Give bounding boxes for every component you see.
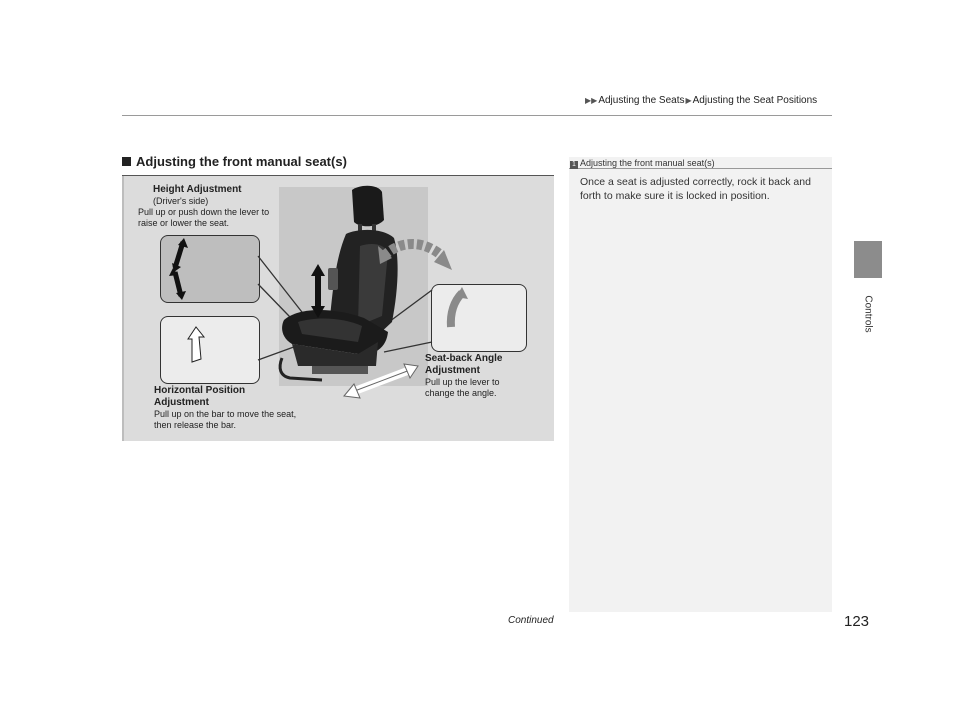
note-body: Once a seat is adjusted correctly, rock it back and forth to make sure it is locked in position. <box>580 176 811 202</box>
height-motion-arrows <box>311 264 325 318</box>
breadcrumb <box>584 95 817 106</box>
seatback-adjustment-text: Pull up the lever to change the angle. <box>425 377 500 398</box>
seatback-adjustment-title: Seat-back Angle Adjustment <box>425 353 503 376</box>
breadcrumb-arrow-icon: ▶ <box>685 96 692 105</box>
breadcrumb-arrow-icon: ▶▶ <box>585 96 598 105</box>
breadcrumb-item-positions[interactable]: Adjusting the Seat Positions <box>692 95 818 106</box>
note-title-text: Adjusting the front manual seat(s) <box>580 158 715 168</box>
note-reference-icon: 1 <box>570 161 578 169</box>
section-heading-text: Adjusting the front manual seat(s) <box>136 154 347 169</box>
seatback-adjustment-label <box>425 353 535 399</box>
section-tab-marker <box>854 241 882 278</box>
seatback-leader-line <box>384 342 432 352</box>
horizontal-adjustment-text: Pull up on the bar to move the seat, then release the bar. <box>154 409 297 430</box>
section-heading <box>122 154 347 169</box>
page-number: 123 <box>844 613 870 630</box>
height-adjustment-text: Pull up or push down the lever to raise or lower the seat. <box>138 207 270 228</box>
horizontal-adjustment-title: Horizontal Position Adjustment <box>154 385 246 408</box>
note-panel <box>569 157 832 612</box>
horizontal-adjustment-label <box>154 385 299 431</box>
section-tab-label: Controls <box>862 295 874 333</box>
breadcrumb-item-seats[interactable]: Adjusting the Seats <box>598 95 685 106</box>
note-title <box>570 158 715 169</box>
header-rule <box>122 115 832 116</box>
height-adjustment-title: Height Adjustment <box>153 184 242 195</box>
height-adjustment-subtitle: (Driver's side) <box>153 196 209 206</box>
heading-square-icon <box>122 157 131 166</box>
height-adjustment-label <box>138 184 298 229</box>
continued-label: Continued <box>508 615 554 626</box>
